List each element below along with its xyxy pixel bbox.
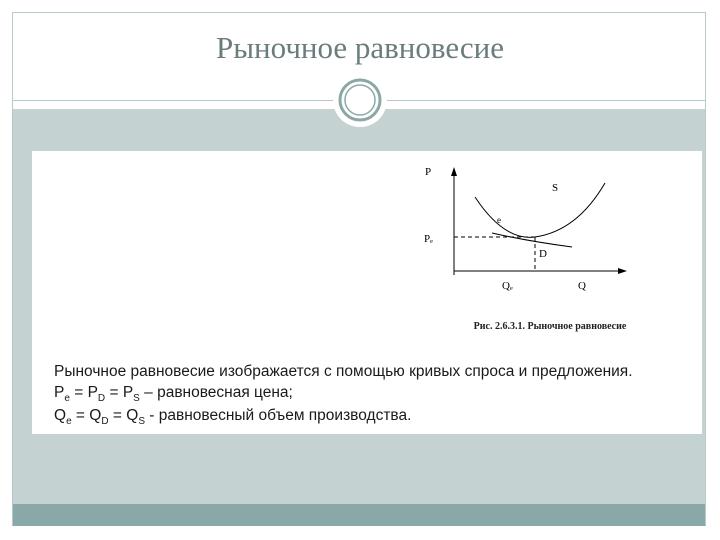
p-axis-arrow (451, 167, 457, 176)
price-eq2: = P (105, 384, 134, 401)
quantity-subscript-s: S (138, 416, 145, 428)
price-eq1: = P (69, 384, 98, 401)
price-definition: – равновесная цена; (139, 384, 293, 401)
equilibrium-price-line (54, 384, 293, 404)
quantity-definition: - равновесный объем производства. (145, 407, 412, 424)
price-symbol: P (54, 384, 65, 401)
qe-label: Qₑ (502, 280, 513, 292)
q-axis-label: Q (578, 280, 586, 292)
demand-label: D (539, 248, 547, 260)
pe-label: Pₑ (424, 233, 433, 245)
supply-label: S (552, 182, 559, 194)
equilibrium-quantity-line (54, 407, 411, 427)
bottom-bar (13, 504, 705, 526)
quantity-eq2: = Q (108, 407, 139, 424)
price-subscript-s: S (133, 393, 140, 405)
figure-panel (32, 151, 702, 434)
quantity-subscript-e: e (66, 416, 72, 428)
p-axis-label: P (425, 166, 432, 178)
description-line-1: Рыночное равновесие изображается с помощью кривых спроса и предложения. (54, 363, 633, 380)
q-axis-arrow (618, 268, 627, 274)
equilibrium-mark: e (497, 215, 501, 225)
price-subscript-d: D (97, 393, 106, 405)
supply-curve (475, 183, 605, 237)
quantity-subscript-d: D (101, 416, 109, 428)
price-subscript-e: e (64, 393, 70, 405)
quantity-eq1: = Q (71, 407, 102, 424)
figure-caption: Рис. 2.6.3.1. Рыночное равновесие (473, 321, 627, 332)
slide-title: Рыночное равновесие (215, 30, 504, 65)
demand-curve (492, 233, 572, 247)
circle-emblem-icon (333, 73, 387, 127)
quantity-symbol: Q (54, 407, 67, 424)
